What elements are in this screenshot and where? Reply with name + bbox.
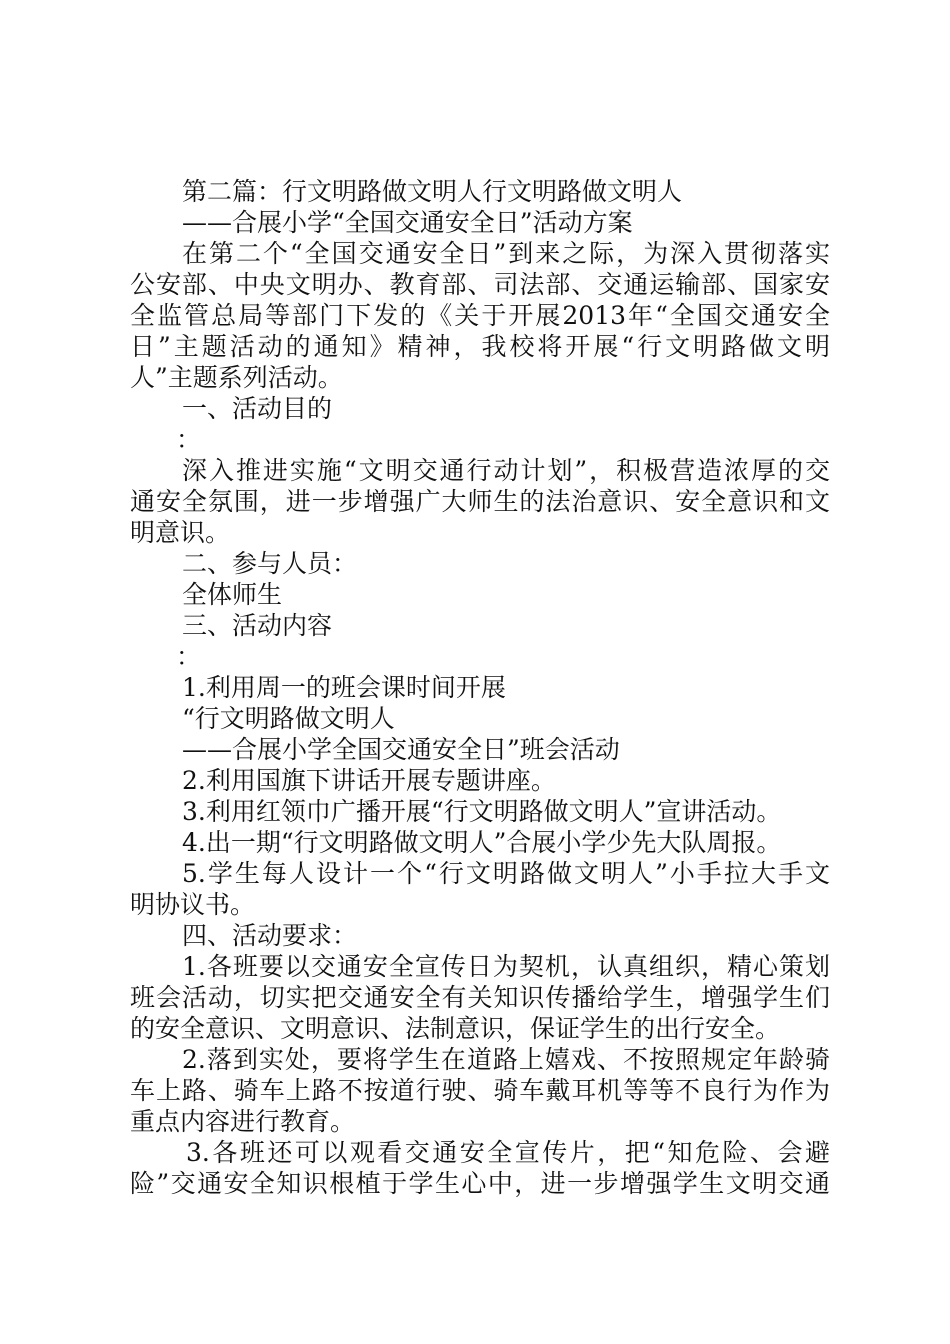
intro-line: 日”主题活动的通知》精神，我校将开展“行文明路做文明 — [130, 332, 830, 361]
list-item: 4.出一期“行文明路做文明人”合展小学少先大队周报。 — [182, 828, 782, 857]
intro-line: 公安部、中央文明办、教育部、司法部、交通运输部、国家安 — [130, 270, 830, 299]
body-line: 车上路、骑车上路不按道行驶、骑车戴耳机等等不良行为作为 — [130, 1076, 830, 1105]
section-heading: 二、参与人员： — [182, 549, 358, 578]
list-item: 3.利用红领巾广播开展“行文明路做文明人”宣讲活动。 — [182, 797, 782, 826]
body-line: 深入推进实施“文明交通行动计划”，积极营造浓厚的交 — [182, 456, 830, 485]
body-line: 通安全氛围，进一步增强广大师生的法治意识、安全意识和文 — [130, 487, 830, 516]
section-heading: 三、活动内容 — [182, 611, 333, 640]
intro-line: 在第二个“全国交通安全日”到来之际，为深入贯彻落实 — [182, 239, 830, 268]
intro-line: 全监管总局等部门下发的《关于开展2013年“全国交通安全 — [130, 301, 830, 330]
list-item: ——合展小学全国交通安全日”班会活动 — [182, 735, 620, 764]
body-line: 全体师生 — [182, 580, 283, 609]
body-line: 3.各班还可以观看交通安全宣传片，把“知危险、会避 — [186, 1138, 830, 1167]
list-item: 5.学生每人设计一个“行文明路做文明人”小手拉大手文 — [182, 859, 830, 888]
list-item: 明协议书。 — [130, 890, 256, 919]
body-line: 险”交通安全知识根植于学生心中，进一步增强学生文明交通 — [130, 1169, 830, 1198]
body-line: 明意识。 — [130, 518, 231, 547]
section-colon: ： — [176, 425, 202, 454]
section-heading: 四、活动要求： — [182, 921, 358, 950]
document-subtitle: ——合展小学“全国交通安全日”活动方案 — [182, 208, 633, 237]
body-line: 的安全意识、文明意识、法制意识，保证学生的出行安全。 — [130, 1014, 781, 1043]
list-item: “行文明路做文明人 — [182, 704, 395, 733]
body-line: 2.落到实处，要将学生在道路上嬉戏、不按照规定年龄骑 — [182, 1045, 830, 1074]
body-line: 班会活动，切实把交通安全有关知识传播给学生，增强学生们 — [130, 983, 830, 1012]
body-line: 1.各班要以交通安全宣传日为契机，认真组织，精心策划 — [182, 952, 830, 981]
body-line: 重点内容进行教育。 — [130, 1107, 356, 1136]
section-heading: 一、活动目的 — [182, 394, 333, 423]
intro-line: 人”主题系列活动。 — [130, 363, 343, 392]
document-title: 第二篇：行文明路做文明人行文明路做文明人 — [182, 177, 683, 206]
list-item: 2.利用国旗下讲话开展专题讲座。 — [182, 766, 556, 795]
section-colon: ： — [176, 642, 202, 671]
list-item: 1.利用周一的班会课时间开展 — [182, 673, 506, 702]
